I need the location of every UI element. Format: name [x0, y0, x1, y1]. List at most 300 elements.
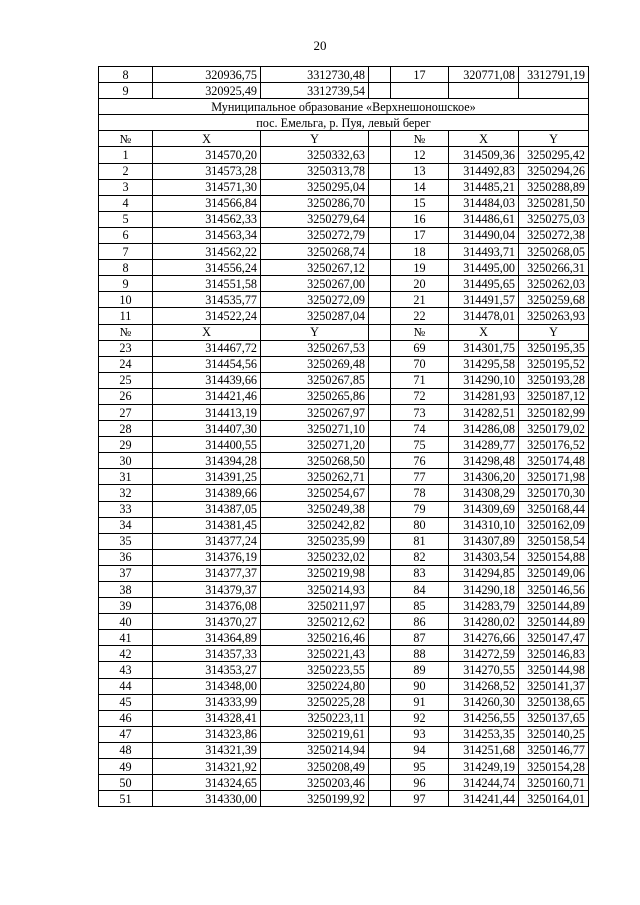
x-coordinate-cell: 314407,30 [153, 421, 261, 437]
municipality-heading-row [99, 99, 589, 115]
y-coordinate-cell: 3250174,48 [519, 453, 589, 469]
spacer-cell [369, 694, 391, 710]
y-coordinate-cell: 3250168,44 [519, 501, 589, 517]
point-number-cell: 40 [99, 614, 153, 630]
x-coordinate-cell: 314439,66 [153, 372, 261, 388]
point-number-cell: 91 [391, 694, 449, 710]
table-row [99, 147, 589, 163]
point-number-cell: 43 [99, 662, 153, 678]
x-coordinate-cell: 314280,02 [449, 614, 519, 630]
y-coordinate-cell: 3250203,46 [261, 775, 369, 791]
y-coordinate-cell: 3250187,12 [519, 388, 589, 404]
spacer-cell [369, 388, 391, 404]
point-number-cell: 22 [391, 308, 449, 324]
y-coordinate-cell: 3250146,56 [519, 582, 589, 598]
spacer-cell [369, 646, 391, 662]
settlement-heading: пос. Емельга, р. Пуя, левый берег [99, 115, 589, 131]
spacer-cell [369, 791, 391, 807]
point-number-cell: 31 [99, 469, 153, 485]
point-number-cell: 27 [99, 404, 153, 420]
point-number-cell: 95 [391, 759, 449, 775]
table-row [99, 260, 589, 276]
x-coordinate-cell: 314490,04 [449, 227, 519, 243]
x-coordinate-cell: 314324,65 [153, 775, 261, 791]
page-number: 20 [313, 38, 327, 53]
point-number-cell: 34 [99, 517, 153, 533]
x-coordinate-cell: 314562,33 [153, 211, 261, 227]
table-row [99, 694, 589, 710]
y-coordinate-cell: 3250147,47 [519, 630, 589, 646]
point-number-cell: 13 [391, 163, 449, 179]
point-number-cell: 46 [99, 710, 153, 726]
point-number-cell: 71 [391, 372, 449, 388]
x-coordinate-cell: 314272,59 [449, 646, 519, 662]
point-number-cell: 7 [99, 244, 153, 260]
point-number-cell: 19 [391, 260, 449, 276]
spacer-cell [369, 404, 391, 420]
x-coordinate-cell: 314556,24 [153, 260, 261, 276]
spacer-cell [369, 630, 391, 646]
y-coordinate-cell: 3250158,54 [519, 533, 589, 549]
y-coordinate-cell: 3250141,37 [519, 678, 589, 694]
x-coordinate-cell: 314570,20 [153, 147, 261, 163]
x-coordinate-cell: 314491,57 [449, 292, 519, 308]
table-row [99, 646, 589, 662]
y-coordinate-cell: 3250272,79 [261, 227, 369, 243]
y-coordinate-cell: 3250232,02 [261, 549, 369, 565]
point-number-cell: 84 [391, 582, 449, 598]
y-coordinate-cell: 3250266,31 [519, 260, 589, 276]
spacer-cell [369, 356, 391, 372]
x-coordinate-cell: 314387,05 [153, 501, 261, 517]
x-coordinate-cell: 314323,86 [153, 726, 261, 742]
spacer-cell [369, 469, 391, 485]
point-number-cell: 21 [391, 292, 449, 308]
x-coordinate-cell: 314566,84 [153, 195, 261, 211]
spacer-cell [369, 308, 391, 324]
x-coordinate-cell: 314251,68 [449, 742, 519, 758]
y-coordinate-cell: 3250144,89 [519, 614, 589, 630]
x-coordinate-cell [449, 83, 519, 99]
spacer-cell [369, 211, 391, 227]
x-coordinate-cell: 314563,34 [153, 227, 261, 243]
y-coordinate-cell: 3250294,26 [519, 163, 589, 179]
point-number-cell: 35 [99, 533, 153, 549]
x-coordinate-cell: 314286,08 [449, 421, 519, 437]
x-coordinate-cell: 314364,89 [153, 630, 261, 646]
x-coordinate-cell: 314290,18 [449, 582, 519, 598]
municipality-heading: Муниципальное образование «Верхнешоношское» [99, 99, 589, 115]
y-coordinate-cell: 3250146,77 [519, 742, 589, 758]
spacer-cell [369, 517, 391, 533]
y-coordinate-cell: 3250195,35 [519, 340, 589, 356]
point-number-cell: 87 [391, 630, 449, 646]
table-header-row [99, 324, 589, 340]
x-coordinate-cell: 314353,27 [153, 662, 261, 678]
table-row [99, 517, 589, 533]
point-number-cell: 42 [99, 646, 153, 662]
spacer-cell [369, 598, 391, 614]
spacer-cell [369, 533, 391, 549]
point-number-cell: 9 [99, 83, 153, 99]
x-coordinate-cell: 320936,75 [153, 67, 261, 83]
spacer-cell [369, 614, 391, 630]
x-coordinate-cell: 314467,72 [153, 340, 261, 356]
table-row [99, 421, 589, 437]
spacer-cell [369, 324, 391, 340]
y-coordinate-cell: 3250223,55 [261, 662, 369, 678]
point-number-cell: 32 [99, 485, 153, 501]
table-row [99, 83, 589, 99]
x-coordinate-cell: 314310,10 [449, 517, 519, 533]
spacer-cell [369, 501, 391, 517]
y-coordinate-cell: 3250267,12 [261, 260, 369, 276]
table-row [99, 404, 589, 420]
x-coordinate-cell: 314376,19 [153, 549, 261, 565]
table-row [99, 614, 589, 630]
x-coordinate-cell: 314294,85 [449, 565, 519, 581]
y-coordinate-cell: 3250144,89 [519, 598, 589, 614]
point-number-cell [391, 83, 449, 99]
y-coordinate-cell: 3312791,19 [519, 67, 589, 83]
y-coordinate-cell: 3250214,93 [261, 582, 369, 598]
x-coordinate-cell: 314244,74 [449, 775, 519, 791]
y-coordinate-cell: 3250171,98 [519, 469, 589, 485]
point-number-cell: 96 [391, 775, 449, 791]
y-coordinate-cell: 3250140,25 [519, 726, 589, 742]
y-coordinate-cell: 3250219,61 [261, 726, 369, 742]
y-coordinate-cell: 3250286,70 [261, 195, 369, 211]
y-coordinate-cell: 3250162,09 [519, 517, 589, 533]
x-coordinate-cell: 314330,00 [153, 791, 261, 807]
table-row [99, 485, 589, 501]
x-coordinate-cell: 314562,22 [153, 244, 261, 260]
spacer-cell [369, 179, 391, 195]
spacer-cell [369, 582, 391, 598]
y-coordinate-cell: 3250262,03 [519, 276, 589, 292]
point-number-cell: 16 [391, 211, 449, 227]
point-number-cell: 17 [391, 227, 449, 243]
spacer-cell [369, 292, 391, 308]
point-number-cell: 39 [99, 598, 153, 614]
x-coordinate-cell: 320925,49 [153, 83, 261, 99]
spacer-cell [369, 759, 391, 775]
x-coordinate-cell: 314283,79 [449, 598, 519, 614]
x-coordinate-cell: 314306,20 [449, 469, 519, 485]
point-number-cell: 47 [99, 726, 153, 742]
y-coordinate-cell: 3250267,53 [261, 340, 369, 356]
y-coordinate-cell: 3250211,97 [261, 598, 369, 614]
x-coordinate-cell: 314357,33 [153, 646, 261, 662]
table-row [99, 565, 589, 581]
x-coordinate-cell: 314509,36 [449, 147, 519, 163]
spacer-cell [369, 147, 391, 163]
table-row [99, 276, 589, 292]
point-number-cell: 69 [391, 340, 449, 356]
y-coordinate-cell: 3250193,28 [519, 372, 589, 388]
table-row [99, 726, 589, 742]
x-coordinate-cell: 314308,29 [449, 485, 519, 501]
y-coordinate-cell: 3250271,10 [261, 421, 369, 437]
spacer-cell [369, 437, 391, 453]
point-number-cell: 20 [391, 276, 449, 292]
y-coordinate-cell: 3250332,63 [261, 147, 369, 163]
table-row [99, 163, 589, 179]
point-number-cell: 24 [99, 356, 153, 372]
y-coordinate-cell: 3250224,80 [261, 678, 369, 694]
point-number-cell: 11 [99, 308, 153, 324]
table-row [99, 533, 589, 549]
point-number-cell: 92 [391, 710, 449, 726]
y-header: Y [261, 324, 369, 340]
x-coordinate-cell: 314522,24 [153, 308, 261, 324]
point-number-cell: 93 [391, 726, 449, 742]
y-coordinate-cell: 3250267,00 [261, 276, 369, 292]
table-row [99, 195, 589, 211]
x-coordinate-cell: 314281,93 [449, 388, 519, 404]
number-header: № [99, 324, 153, 340]
y-coordinate-cell: 3250249,38 [261, 501, 369, 517]
point-number-cell: 78 [391, 485, 449, 501]
table-row [99, 630, 589, 646]
table-row [99, 437, 589, 453]
y-coordinate-cell: 3250208,49 [261, 759, 369, 775]
x-coordinate-cell: 314309,69 [449, 501, 519, 517]
y-coordinate-cell: 3250221,43 [261, 646, 369, 662]
y-coordinate-cell: 3250146,83 [519, 646, 589, 662]
point-number-cell: 28 [99, 421, 153, 437]
x-coordinate-cell: 314295,58 [449, 356, 519, 372]
number-header: № [99, 131, 153, 147]
point-number-cell: 3 [99, 179, 153, 195]
point-number-cell: 12 [391, 147, 449, 163]
y-coordinate-cell: 3250267,85 [261, 372, 369, 388]
table-row [99, 308, 589, 324]
x-coordinate-cell: 314391,25 [153, 469, 261, 485]
y-coordinate-cell: 3250272,38 [519, 227, 589, 243]
point-number-cell: 75 [391, 437, 449, 453]
x-coordinate-cell: 314348,00 [153, 678, 261, 694]
x-coordinate-cell: 314241,44 [449, 791, 519, 807]
table-row [99, 453, 589, 469]
x-coordinate-cell: 314478,01 [449, 308, 519, 324]
y-coordinate-cell: 3250259,68 [519, 292, 589, 308]
spacer-cell [369, 421, 391, 437]
x-coordinate-cell: 314333,99 [153, 694, 261, 710]
y-header: Y [261, 131, 369, 147]
y-coordinate-cell: 3250254,67 [261, 485, 369, 501]
point-number-cell: 8 [99, 67, 153, 83]
point-number-cell: 17 [391, 67, 449, 83]
x-coordinate-cell: 314485,21 [449, 179, 519, 195]
spacer-cell [369, 340, 391, 356]
point-number-cell: 74 [391, 421, 449, 437]
point-number-cell: 80 [391, 517, 449, 533]
table-row [99, 775, 589, 791]
x-coordinate-cell: 314290,10 [449, 372, 519, 388]
x-coordinate-cell: 314454,56 [153, 356, 261, 372]
point-number-cell: 51 [99, 791, 153, 807]
point-number-cell: 41 [99, 630, 153, 646]
point-number-cell: 36 [99, 549, 153, 565]
x-coordinate-cell: 314484,03 [449, 195, 519, 211]
y-coordinate-cell: 3250279,64 [261, 211, 369, 227]
x-coordinate-cell: 314377,37 [153, 565, 261, 581]
x-coordinate-cell: 314571,30 [153, 179, 261, 195]
y-coordinate-cell: 3250295,04 [261, 179, 369, 195]
y-coordinate-cell: 3250149,06 [519, 565, 589, 581]
y-coordinate-cell: 3250199,92 [261, 791, 369, 807]
spacer-cell [369, 163, 391, 179]
spacer-cell [369, 453, 391, 469]
y-coordinate-cell: 3250144,98 [519, 662, 589, 678]
point-number-cell: 5 [99, 211, 153, 227]
spacer-cell [369, 276, 391, 292]
x-header: X [449, 131, 519, 147]
spacer-cell [369, 775, 391, 791]
table-row [99, 759, 589, 775]
point-number-cell: 70 [391, 356, 449, 372]
number-header: № [391, 131, 449, 147]
point-number-cell: 8 [99, 260, 153, 276]
point-number-cell: 26 [99, 388, 153, 404]
y-coordinate-cell: 3250313,78 [261, 163, 369, 179]
point-number-cell: 49 [99, 759, 153, 775]
y-coordinate-cell: 3250170,30 [519, 485, 589, 501]
spacer-cell [369, 485, 391, 501]
point-number-cell: 97 [391, 791, 449, 807]
y-coordinate-cell: 3250267,97 [261, 404, 369, 420]
x-coordinate-cell: 314379,37 [153, 582, 261, 598]
x-coordinate-cell: 314551,58 [153, 276, 261, 292]
x-coordinate-cell: 314260,30 [449, 694, 519, 710]
x-coordinate-cell: 314370,27 [153, 614, 261, 630]
point-number-cell: 38 [99, 582, 153, 598]
spacer-cell [369, 678, 391, 694]
x-coordinate-cell: 314495,65 [449, 276, 519, 292]
x-coordinate-cell: 314303,54 [449, 549, 519, 565]
y-coordinate-cell: 3250271,20 [261, 437, 369, 453]
x-coordinate-cell: 314493,71 [449, 244, 519, 260]
x-coordinate-cell: 314535,77 [153, 292, 261, 308]
table-row [99, 340, 589, 356]
table-row [99, 662, 589, 678]
x-coordinate-cell: 320771,08 [449, 67, 519, 83]
table-row [99, 292, 589, 308]
y-coordinate-cell [519, 83, 589, 99]
x-coordinate-cell: 314276,66 [449, 630, 519, 646]
point-number-cell: 89 [391, 662, 449, 678]
table-header-row [99, 131, 589, 147]
y-coordinate-cell: 3250268,74 [261, 244, 369, 260]
x-coordinate-cell: 314400,55 [153, 437, 261, 453]
y-coordinate-cell: 3250269,48 [261, 356, 369, 372]
spacer-cell [369, 195, 391, 211]
table-row [99, 710, 589, 726]
point-number-cell: 88 [391, 646, 449, 662]
y-coordinate-cell: 3250164,01 [519, 791, 589, 807]
x-coordinate-cell: 314573,28 [153, 163, 261, 179]
point-number-cell: 1 [99, 147, 153, 163]
y-coordinate-cell: 3250160,71 [519, 775, 589, 791]
point-number-cell: 76 [391, 453, 449, 469]
y-coordinate-cell: 3250212,62 [261, 614, 369, 630]
point-number-cell: 83 [391, 565, 449, 581]
spacer-cell [369, 260, 391, 276]
point-number-cell: 77 [391, 469, 449, 485]
point-number-cell: 9 [99, 276, 153, 292]
spacer-cell [369, 67, 391, 83]
point-number-cell: 94 [391, 742, 449, 758]
x-coordinate-cell: 314495,00 [449, 260, 519, 276]
table-row [99, 179, 589, 195]
y-coordinate-cell: 3312730,48 [261, 67, 369, 83]
x-coordinate-cell: 314253,35 [449, 726, 519, 742]
point-number-cell: 72 [391, 388, 449, 404]
point-number-cell: 73 [391, 404, 449, 420]
spacer-cell [369, 742, 391, 758]
y-coordinate-cell: 3250268,05 [519, 244, 589, 260]
x-coordinate-cell: 314492,83 [449, 163, 519, 179]
x-coordinate-cell: 314321,39 [153, 742, 261, 758]
spacer-cell [369, 227, 391, 243]
x-coordinate-cell: 314307,89 [449, 533, 519, 549]
y-coordinate-cell: 3250262,71 [261, 469, 369, 485]
y-coordinate-cell: 3250214,94 [261, 742, 369, 758]
table-row [99, 678, 589, 694]
point-number-cell: 79 [391, 501, 449, 517]
y-coordinate-cell: 3250137,65 [519, 710, 589, 726]
x-coordinate-cell: 314289,77 [449, 437, 519, 453]
settlement-heading-row [99, 115, 589, 131]
point-number-cell: 29 [99, 437, 153, 453]
table-row [99, 549, 589, 565]
x-header: X [153, 324, 261, 340]
table-row [99, 469, 589, 485]
y-coordinate-cell: 3250268,50 [261, 453, 369, 469]
x-coordinate-cell: 314268,52 [449, 678, 519, 694]
y-coordinate-cell: 3250154,88 [519, 549, 589, 565]
x-coordinate-cell: 314486,61 [449, 211, 519, 227]
point-number-cell: 14 [391, 179, 449, 195]
table-row [99, 388, 589, 404]
table-row [99, 372, 589, 388]
y-coordinate-cell: 3250219,98 [261, 565, 369, 581]
y-coordinate-cell: 3250272,09 [261, 292, 369, 308]
table-row [99, 244, 589, 260]
spacer-cell [369, 83, 391, 99]
point-number-cell: 2 [99, 163, 153, 179]
point-number-cell: 33 [99, 501, 153, 517]
point-number-cell: 37 [99, 565, 153, 581]
y-coordinate-cell: 3250179,02 [519, 421, 589, 437]
spacer-cell [369, 726, 391, 742]
y-coordinate-cell: 3312739,54 [261, 83, 369, 99]
table-row [99, 501, 589, 517]
point-number-cell: 25 [99, 372, 153, 388]
x-coordinate-cell: 314301,75 [449, 340, 519, 356]
spacer-cell [369, 244, 391, 260]
y-header: Y [519, 131, 589, 147]
y-coordinate-cell: 3250235,99 [261, 533, 369, 549]
table-row [99, 742, 589, 758]
y-coordinate-cell: 3250225,28 [261, 694, 369, 710]
x-coordinate-cell: 314328,41 [153, 710, 261, 726]
table-row [99, 791, 589, 807]
spacer-cell [369, 662, 391, 678]
x-coordinate-cell: 314377,24 [153, 533, 261, 549]
point-number-cell: 30 [99, 453, 153, 469]
